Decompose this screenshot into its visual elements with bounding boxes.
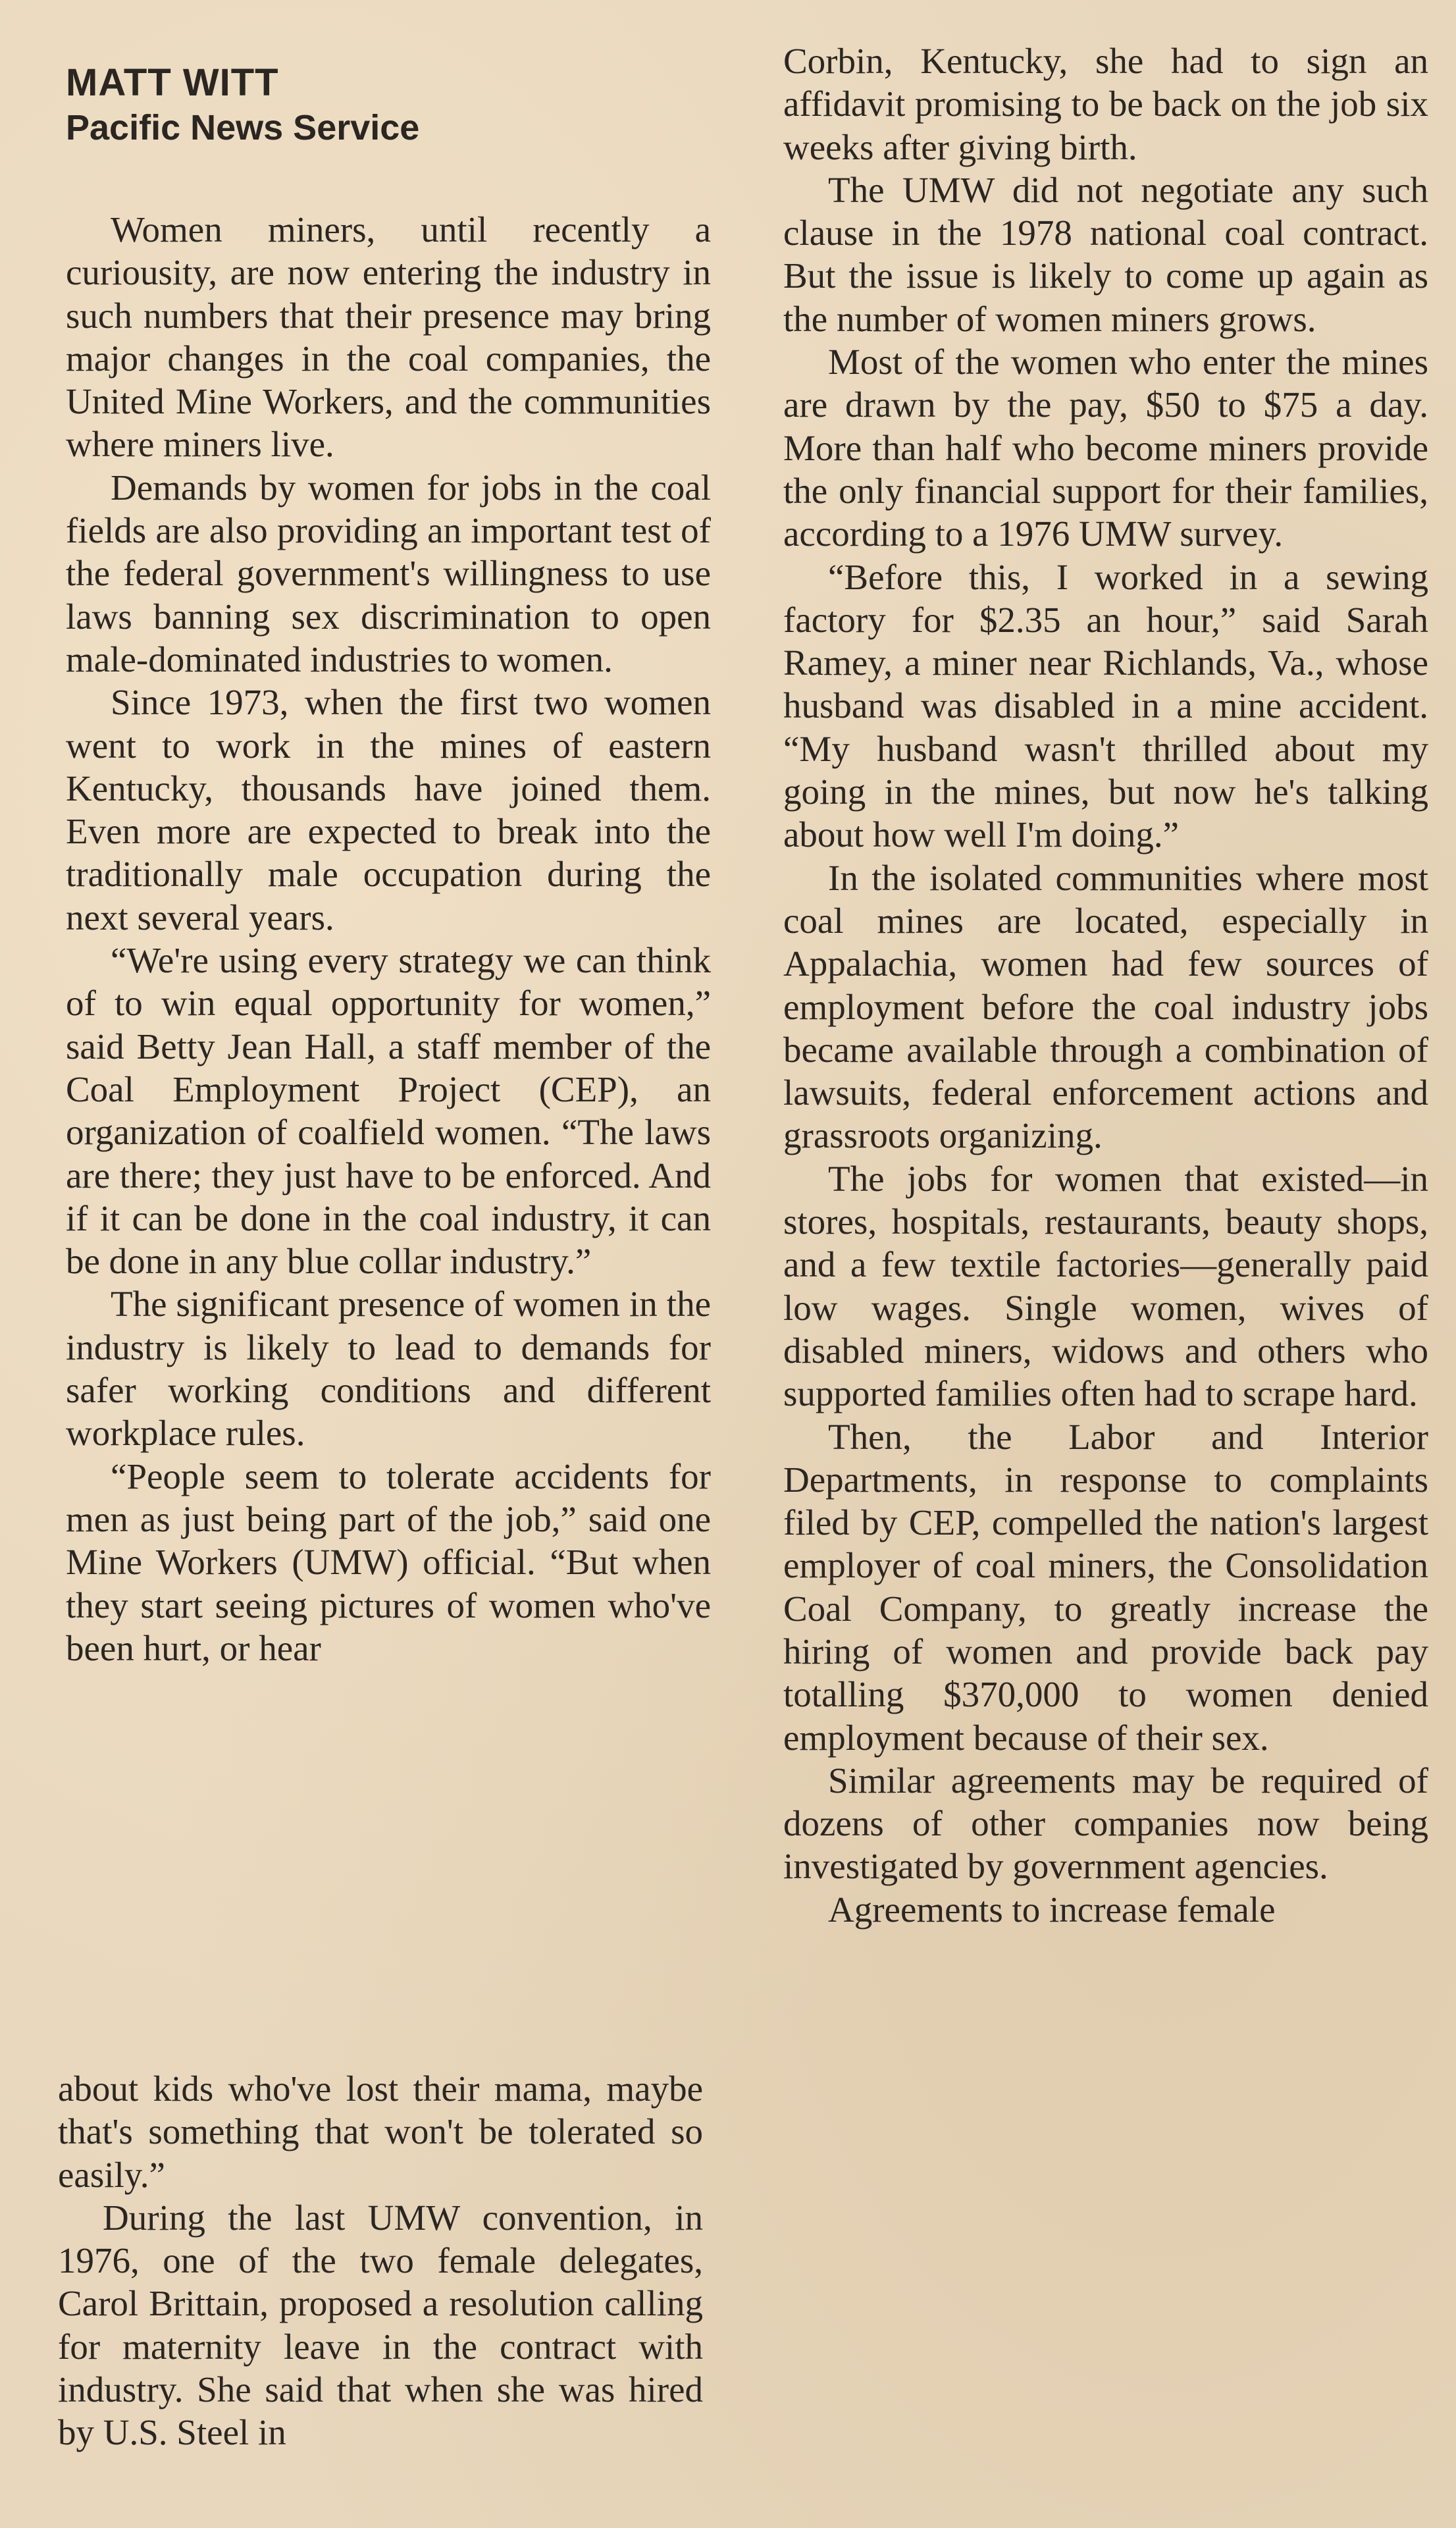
paragraph: The jobs for women that existed—in stores, hospitals, restaurants, beauty shops, and a few textile factories—generally paid low wages. Single women, wives of disabled miners, widows and others who supported families often had to scrape hard. — [783, 1158, 1428, 1414]
byline-agency: Pacific News Service — [66, 108, 420, 147]
paragraph: During the last UMW convention, in 1976, one of the two female delegates, Carol Brittain, proposed a resolution calling for maternity leave in the contract with industry. She said that when she was hired by U.S. Steel in — [58, 2197, 703, 2453]
paragraph: Women miners, until recently a curiousity, are now entering the industry in such numbers that their presence may bring major changes in the coal companies, the United Mine Workers, and the communities where miners live. — [66, 209, 711, 465]
paragraph: In the isolated communities where most coal mines are located, especially in Appalachia, women had few sources of employment before the coal industry jobs became available through a combination of lawsuits, federal enforcement actions and grassroots organizing. — [783, 857, 1428, 1156]
paragraph: Then, the Labor and Interior Departments, in response to complaints filed by CEP, compelled the nation's largest employer of coal miners, the Consolidation Coal Company, to greatly increase the hiring of women and provide back pay totalling $370,000 to women denied employment because of their sex. — [783, 1416, 1428, 1758]
paragraph: The significant presence of women in the industry is likely to lead to demands for safer working conditions and different workplace rules. — [66, 1284, 711, 1454]
paragraph: Similar agreements may be required of dozens of other companies now being investigated by government agencies. — [783, 1760, 1428, 1887]
paragraph: Demands by women for jobs in the coal fields are also providing an important test of the federal government's willingness to use laws banning sex discrimination to open male-dominated industries to women. — [66, 467, 711, 679]
left-column-bottom — [58, 2067, 703, 2454]
paragraph: Since 1973, when the first two women went to work in the mines of eastern Kentucky, thousands have joined them. Even more are expected to break into the traditionally male occupation during the next several years. — [66, 682, 711, 937]
paragraph-continuation: Corbin, Kentucky, she had to sign an affidavit promising to be back on the job six weeks after giving birth. — [783, 41, 1428, 167]
paragraph: “Before this, I worked in a sewing factory for $2.35 an hour,” said Sarah Ramey, a miner near Richlands, Va., whose husband was disabled in a mine accident. “My husband wasn't thrilled about my going in the mines, but now he's talking about how well I'm doing.” — [783, 556, 1428, 855]
paragraph: Agreements to increase female — [828, 1889, 1276, 1930]
paragraph: Most of the women who enter the mines are drawn by the pay, $50 to $75 a day. More than half who become miners provide the only financial support for their families, according to a 1976 UMW survey. — [783, 342, 1428, 554]
paragraph: “We're using every strategy we can think of to win equal opportunity for women,” said Betty Jean Hall, a staff member of the Coal Employment Project (CEP), an organization of coalfield women. “The laws are there; they just have to be enforced. And if it can be done in the coal industry, it can be done in any blue collar industry.” — [66, 940, 711, 1282]
paragraph-continuation: about kids who've lost their mama, maybe that's something that won't be tolerated so easily.” — [58, 2068, 703, 2195]
paragraph: The UMW did not negotiate any such clause in the 1978 national coal contract. But the issue is likely to come up again as the number of women miners grows. — [783, 169, 1428, 339]
left-column-top — [66, 59, 711, 1670]
paragraph: “People seem to tolerate accidents for men as just being part of the job,” said one Mine Workers (UMW) official. “But when they start seeing pictures of women who've been hurt, or hear — [66, 1456, 711, 1668]
right-column — [783, 40, 1428, 1931]
byline-author: MATT WITT — [66, 61, 279, 104]
